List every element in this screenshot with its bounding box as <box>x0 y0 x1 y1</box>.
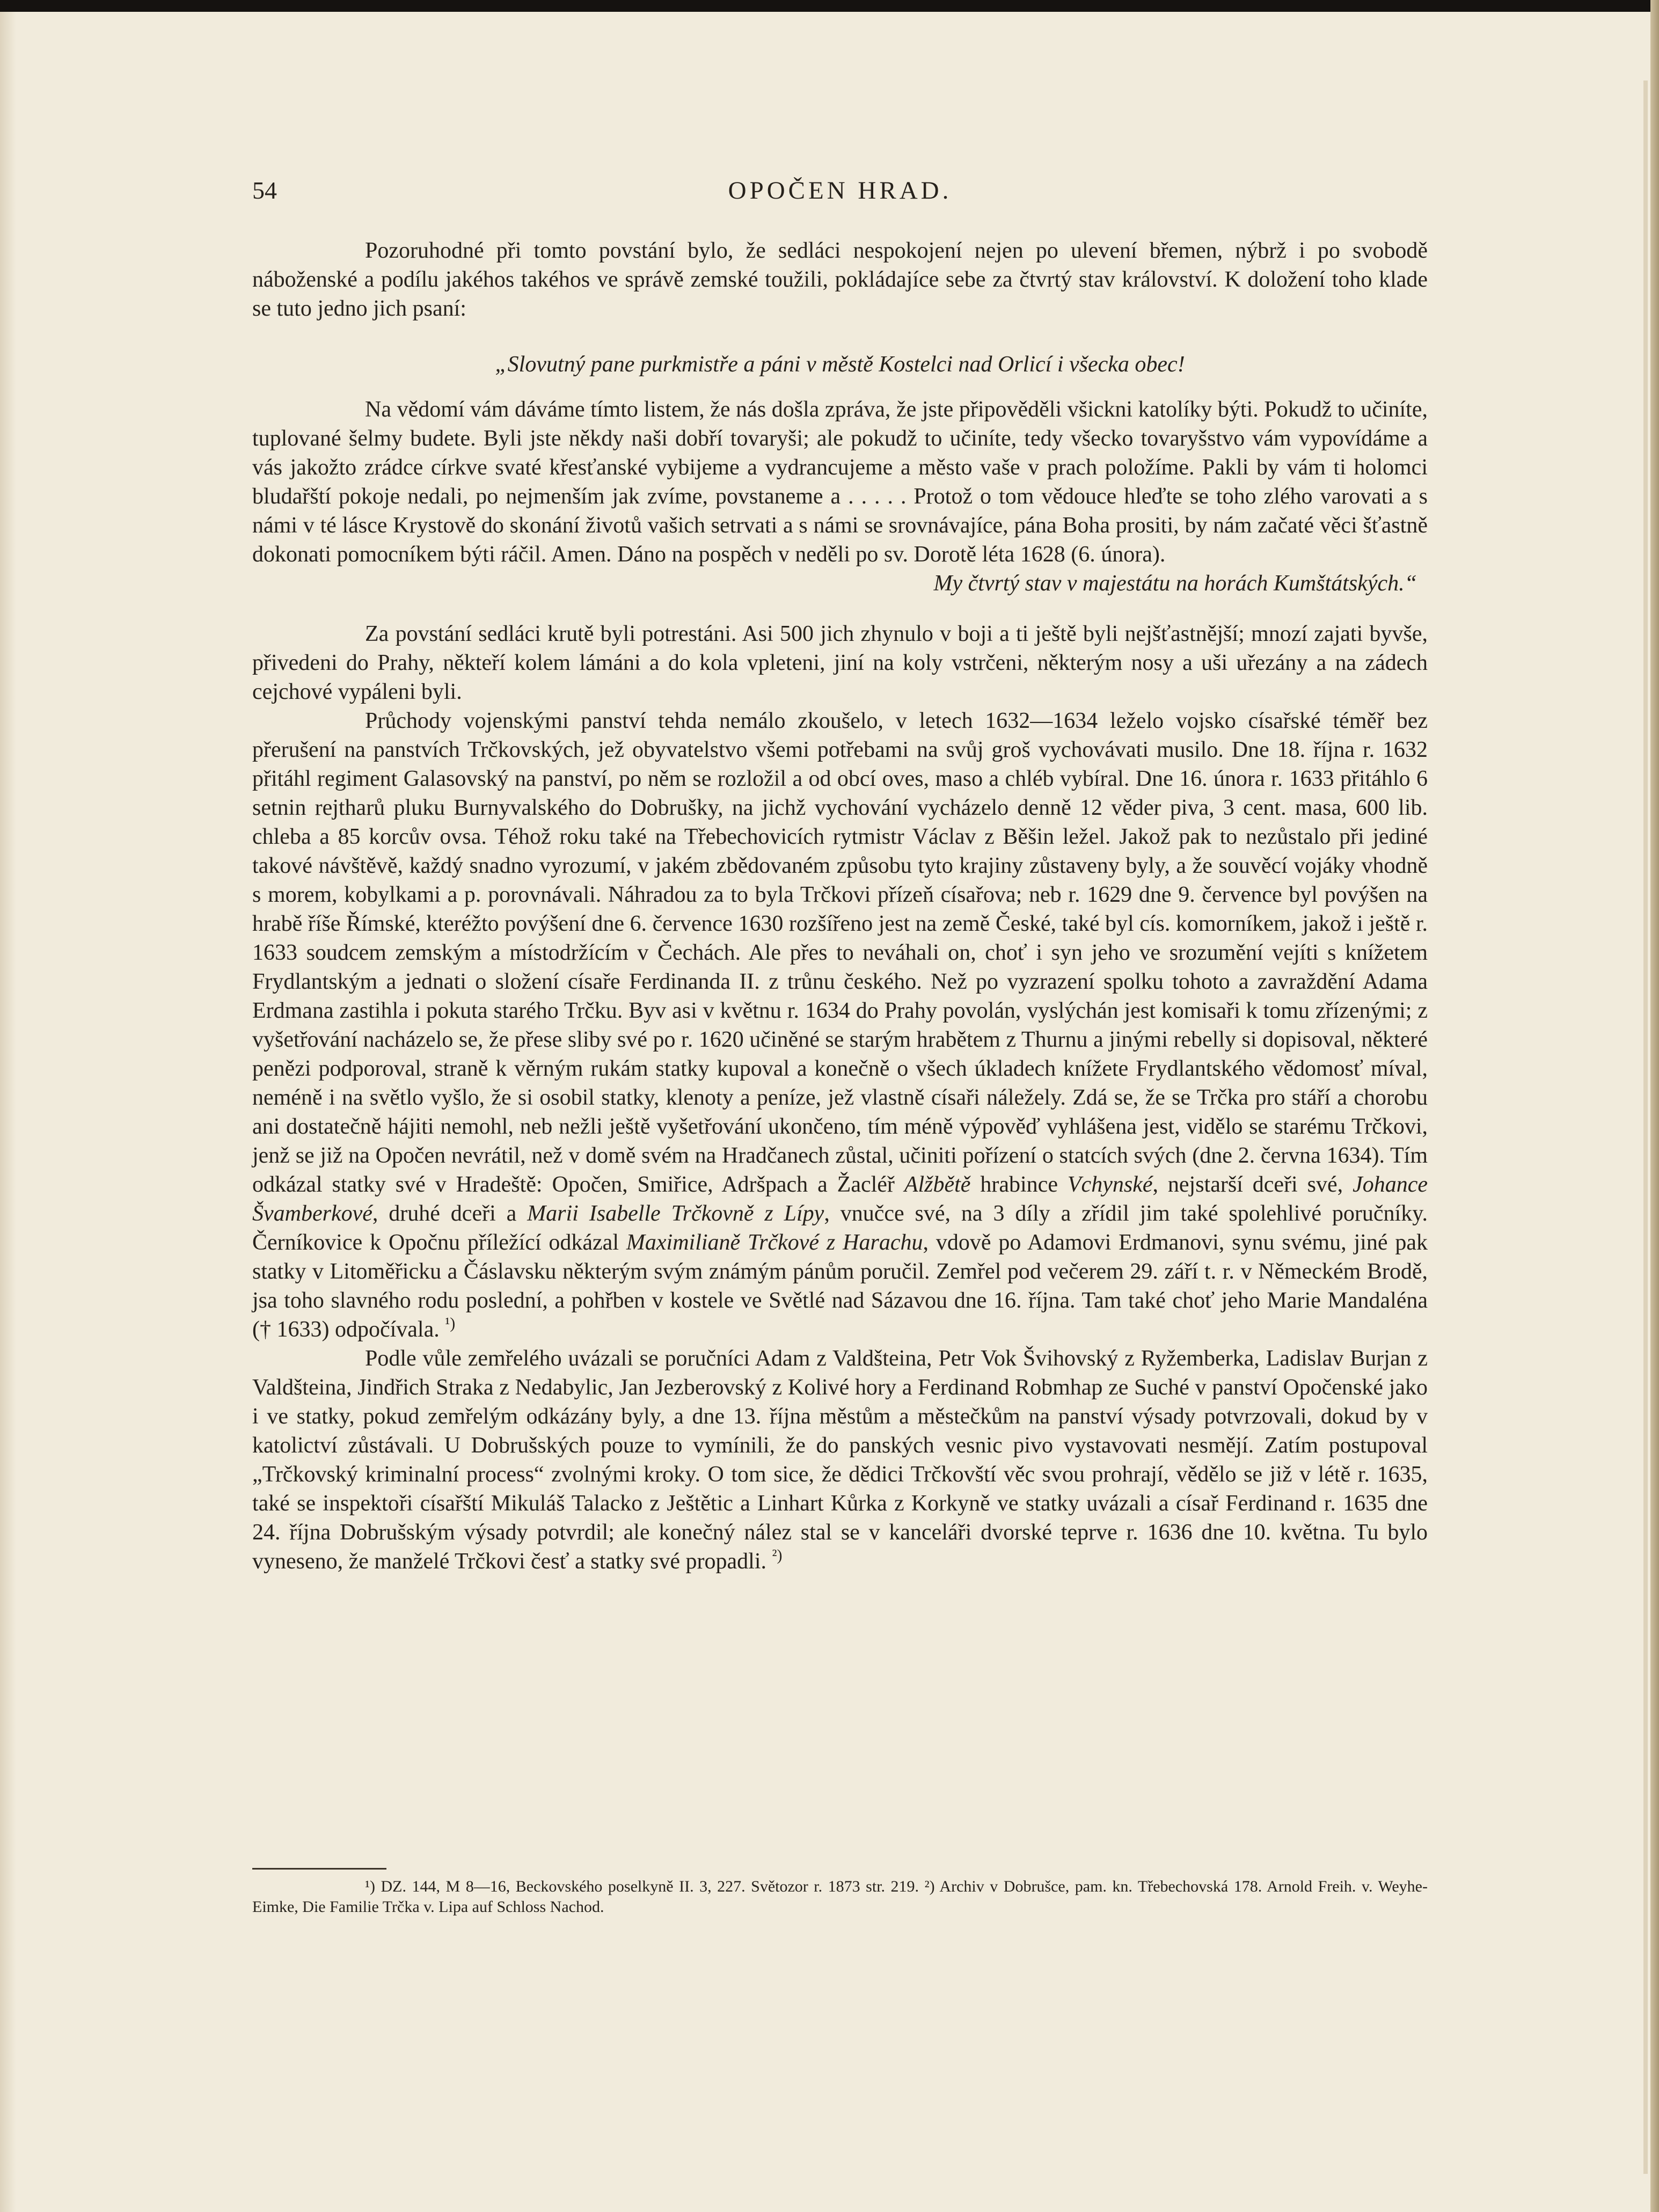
letter-signature: My čtvrtý stav v majestátu na horách Kumštátských.“ <box>933 571 1417 596</box>
main-paragraph-text-4: , druhé dceři a <box>372 1201 528 1226</box>
main-paragraph-text-3: , nejstarší dceři své, <box>1152 1172 1353 1197</box>
heir-name-maximiliana: Maximilianě Trčkové z Harachu <box>626 1230 923 1255</box>
main-paragraph-text-2: hrabince <box>970 1172 1068 1197</box>
footnotes <box>252 1877 1428 1917</box>
main-paragraph <box>252 706 1428 1344</box>
letter-salutation: „Slovutný pane purkmistře a páni v městě Kostelci nad Orlicí i všecka obec! <box>495 352 1185 377</box>
running-title: OPOČEN HRAD. <box>728 177 952 205</box>
footnote-ref-1: ¹) <box>445 1315 456 1332</box>
footnote-text: ¹) DZ. 144, M 8—16, Beckovského poselkyně II. 3, 227. Světozor r. 1873 str. 219. ²) Archiv v Dobrušce, pam. kn. Třebechovská 178. Arnold Freih. v. Weyhe-Eimke, Die Familie Trčka v. Lipa auf Schloss Nachod. <box>252 1878 1428 1916</box>
page-body <box>252 236 1428 1576</box>
scan-left-shadow <box>0 12 16 2212</box>
guardians-paragraph-text: Podle vůle zemřelého uvázali se poručníci Adam z Valdšteina, Petr Vok Švihovský z Ryžemberka, Ladislav Burjan z Valdšteina, Jindřich Straka z Nedabylic, Jan Jezberovský z Kolivé hory a Ferdinand Robmhap ze Suché v panství Opočenské jako i ve statky, pokud zemřelým odkázány byly, a dne 13. října městům a městečkům na panství výsady potvrzovali, dokud by v katolictví zůstávali. U Dobrušských pouze to vymínili, že do panských vesnic pivo vystavovati nesmějí. Zatím postupoval „Trčkovský kriminalní process“ zvolnými kroky. O tom sice, že dědici Trčkovští věc svou prohrají, vědělo se již v létě r. 1635, také se inspektoři císařští Mikuláš Talacko z Ještětic a Linhart Kůrka z Korkyně ve statky uvázali a císař Ferdinand r. 1635 dne 24. října Dobrušským výsady potvrdil; ale konečný nález stal se v kanceláři dvorské teprve r. 1636 dne 10. května. Tu bylo vyneseno, že manželé Trčkovi česť a statky své propadli. <box>252 1346 1428 1574</box>
scan-right-edge <box>1650 0 1659 2212</box>
footnote-divider <box>252 1868 386 1870</box>
intro-paragraph: Pozoruhodné při tomto povstání bylo, že sedláci nespokojení nejen po ulevení břemen, nýbrž i po svobodě náboženské a podílu jakéhos takéhos ve správě zemské toužili, pokládajíce sebe za čtvrtý stav království. K doložení toho klade se tuto jedno jich psaní: <box>252 238 1428 321</box>
main-paragraph-text-1: Průchody vojenskými panství tehda nemálo zkoušelo, v letech 1632—1634 leželo vojsko císařské téměř bez přerušení na panstvích Trčkovských, jež obyvatelstvo všemi potřebami na svůj groš vychovávati musilo. Dne 18. října r. 1632 přitáhl regiment Galasovský na panství, po něm se rozložil a od obcí oves, maso a chléb vybíral. Dne 16. února r. 1633 přitáhlo 6 setnin rejtharů pluku Burnyvalského do Dobrušky, na jichž vychování vycházelo denně 12 věder piva, 3 cent. masa, 600 lib. chleba a 85 korcův ovsa. Téhož roku také na Třebechovicích rytmistr Václav z Běšin ležel. Jakož pak to nezůstalo při jediné takové návštěvě, každý snadno vyrozumí, v jakém zbědovaném způsobu tyto krajiny zůstaveny byly, a že souvěcí vojáky vhodně s morem, kobylkami a p. porovnávali. Náhradou za to byla Trčkovi přízeň císařova; neb r. 1629 dne 9. července byl povýšen na hrabě říše Římské, kteréžto povýšení dne 6. července 1630 rozšířeno jest na země České, také byl cís. komorníkem, jakož i ještě r. 1633 soudcem zemským a místodržícím v Čechách. Ale přes to neváhali on, choť i syn jeho ve srozumění vejíti s knížetem Frydlantským a jednati o složení císaře Ferdinanda II. z trůnu českého. Než po vyzrazení spolku tohoto a zavraždění Adama Erdmana zastihla i pokuta starého Trčku. Byv asi v květnu r. 1634 do Prahy povolán, vyslýchán jest komisaři k tomu zřízenými; z vyšetřování nacházelo se, že přese sliby své po r. 1620 učiněné se starým hrabětem z Thurnu a jinými rebelly si dopisoval, některé penězi podporoval, straně k věrným rukám statky kupoval a konečně o všech úkladech knížete Frydlantského vědomosť míval, neméně i na světlo vyšlo, že si osobil statky, klenoty a peníze, jež vlastně císaři náležely. Zdá se, že se Trčka pro stáří a chorobu ani dostatečně hájiti nemohl, neb nežli ještě vyšetřování ukončeno, tím méně výpověď vyhlášena jest, vidělo se starému Trčkovi, jenž se již na Opočen nevrátil, než v domě svém na Hradčanech zůstal, učiniti pořízení o statcích svých (dne 2. června 1634). Tím odkázal statky své v Hradeště: Opočen, Smiřice, Adršpach a Žacléř <box>252 709 1428 1197</box>
main-paragraph-text-6: , vdově po Adamovi Erdmanovi, synu svému, jiné pak statky v Litoměřicku a Čáslavsku některým svým známým pánům poručil. Zemřel pod večerem 29. září t. r. v Německém Brodě, jsa toho slavného rodu poslední, a pohřben v kostele ve Světlé nad Sázavou dne 16. října. Tam také choť jeho Marie Mandaléna († 1633) odpočívala. <box>252 1230 1428 1342</box>
page-header <box>252 176 1428 215</box>
heir-name-alzbeta: Alžbětě <box>904 1172 971 1197</box>
guardians-paragraph <box>252 1344 1428 1576</box>
heir-name-johanka: Johance Švamberkové <box>252 1172 1428 1226</box>
footnote-ref-2: ²) <box>772 1546 783 1564</box>
main-paragraph-text-5: , vnučce své, na 3 díly a zřídil jim také spolehlivé poručníky. Černíkovice k Opočnu příležící odkázal <box>252 1201 1428 1255</box>
letter-body: Na vědomí vám dáváme tímto listem, že nás došla zpráva, že jste připověděli všickni katolíky býti. Pokudž to učiníte, tuplované šelmy budete. Byli jste někdy naši dobří tovaryši; ale pokudž to učiníte, tedy všecko tovaryšstvo vám vypovídáme a vás jakožto zrádce církve svaté křesťanské vybijeme a vydrancujeme a město vaše v prach položíme. Pakli by vám ti holomci bludařští pokoje nedali, po nejmenším jak zvíme, povstaneme a . . . . . Protož o tom vědouce hleďte se toho zlého varovati a s námi v té lásce Krystově do skonání životů vašich setrvati a s námi se srovnávajíce, pána Boha prositi, by nám začaté věci šťastně dokonati pomocníkem býti ráčil. Amen. Dáno na pospěch v neděli po sv. Dorotě léta 1628 (6. února). <box>252 397 1428 567</box>
page-number: 54 <box>252 177 277 204</box>
heir-name-marie-isabella: Marii Isabelle Trčkovně z Lípy <box>527 1201 824 1226</box>
scan-right-strip <box>1643 81 1648 2174</box>
heir-name-vchynske: Vchynské <box>1067 1172 1153 1197</box>
scan-top-edge <box>0 0 1659 12</box>
punishment-paragraph: Za povstání sedláci krutě byli potrestáni. Asi 500 jich zhynulo v boji a ti ještě byli nejšťastnější; mnozí zajati byvše, přivedeni do Prahy, někteří kolem lámáni a do kola vpleteni, jiní na koly vstrčeni, některým nosy a uši uřezány a na zádech cejchové vypáleni byli. <box>252 622 1428 704</box>
